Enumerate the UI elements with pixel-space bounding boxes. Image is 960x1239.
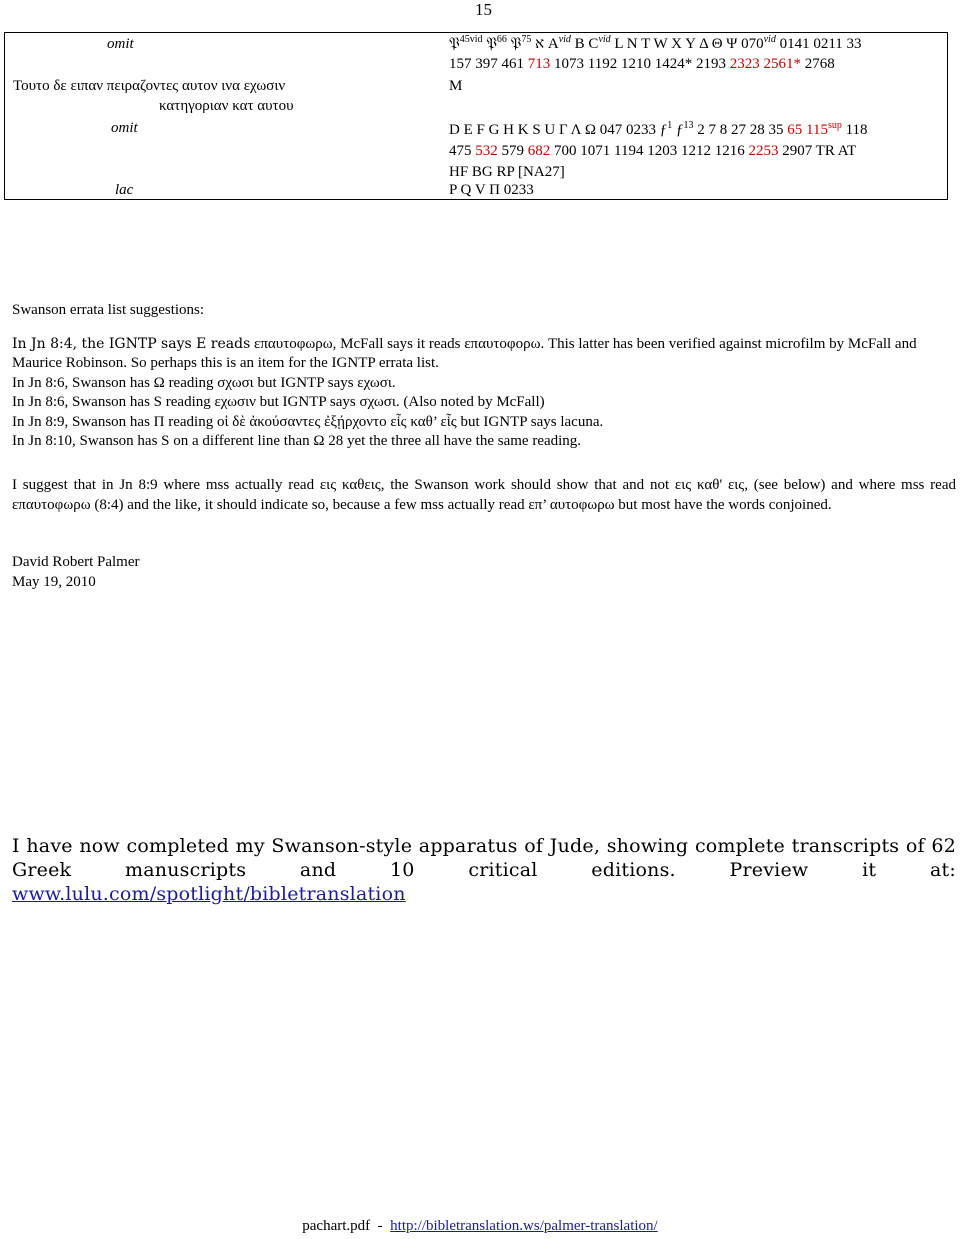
page-number: 15 <box>475 0 492 19</box>
witness-line2-part: 713 <box>527 56 551 72</box>
witness-line2-part: 2907 TR AT <box>778 143 857 159</box>
promo-text: I have now completed my Swanson-style apparatus of Jude, showing complete transcripts of 62 Greek manuscripts and 10 critical editions. Preview it at: <box>12 835 956 881</box>
witness-line1-part: 65 115 <box>787 122 828 138</box>
errata-item-3: In Jn 8:6, Swanson has S reading εχωσιν but IGNTP says σχωσι. (Also noted by McFall) <box>12 394 545 410</box>
witness-line1-part: B C <box>570 36 599 52</box>
witness-line1-part: 𝔓 <box>449 36 460 52</box>
witness-line2-part: 579 <box>497 143 528 159</box>
witness-line1-part: 𝔓 <box>506 36 522 52</box>
row-label: omit <box>111 120 138 136</box>
errata-item-1-prefix: In Jn 8:4, the IGNTP says E reads <box>12 335 251 352</box>
witness-line2-part: 1073 1192 1210 1424* 2193 <box>550 56 730 72</box>
witness-line2-part: 682 <box>527 143 551 159</box>
witness-line1-part: 118 <box>841 122 868 138</box>
row-label: omit <box>107 36 134 52</box>
footer-link[interactable]: http://bibletranslation.ws/palmer-translation/ <box>390 1218 658 1234</box>
witness-line1-part: א A <box>531 36 559 52</box>
row-label: lac <box>115 182 134 198</box>
errata-item-1-text: επαυτοφωρω, McFall says it reads επαυτοφορω. This latter has been verified against microfilm by McFall and Maurice Robinson. So perhaps this is an item for the IGNTP errata list. <box>12 335 917 371</box>
errata-item-2: In Jn 8:6, Swanson has Ω reading σχωσι but IGNTP says εχωσι. <box>12 374 396 391</box>
errata-item-5: In Jn 8:10, Swanson has S on a different line than Ω 28 yet the three all have the same reading. <box>12 433 582 449</box>
witness-list: M <box>449 78 463 94</box>
witness-line1-part: vid <box>598 34 611 45</box>
errata-item-4: In Jn 8:9, Swanson has Π reading οἱ δὲ ἀκούσαντες ἐξῄρχοντο εἷς καθ’ εἷς but IGNTP says lacuna. <box>12 413 604 430</box>
signature-date: May 19, 2010 <box>12 573 96 590</box>
witness-line1-part: L N T W X Y Δ Θ Ψ 070 <box>610 36 764 52</box>
witness-list <box>449 120 939 183</box>
witness-line2-part: 532 <box>475 143 498 159</box>
errata-heading: Swanson errata list suggestions: <box>12 302 205 318</box>
witness-line2-part: 2768 <box>800 56 835 72</box>
errata-item-1 <box>12 335 956 374</box>
witness-line1-part: 2 7 8 27 28 35 <box>693 122 788 138</box>
lulu-link[interactable]: www.lulu.com/spotlight/bibletranslation <box>12 883 406 905</box>
witness-line1-part: 45vid <box>459 34 483 45</box>
page-footer <box>0 1218 960 1235</box>
witness-line1-part: 0141 0211 33 <box>775 36 862 52</box>
witness-line2-part: 2253 <box>748 143 779 159</box>
reading-text-line2: κατηγοριαν κατ αυτου <box>159 98 294 114</box>
apparatus-table <box>4 32 948 200</box>
witness-line1-part: D E F G H K S U Γ Λ Ω 047 0233 ƒ <box>449 122 668 138</box>
witness-line1-part: 𝔓 <box>482 36 497 52</box>
author-name: David Robert Palmer <box>12 554 140 570</box>
witness-line1-part: 1 <box>667 120 673 131</box>
witness-line1-part: ƒ <box>672 122 684 138</box>
witness-line3: HF BG RP [NA27] <box>449 164 565 180</box>
footer-filename: pachart.pdf - <box>302 1218 391 1234</box>
witness-line2-part: 475 <box>449 143 476 159</box>
witness-line1-part: vid <box>763 34 776 45</box>
signature <box>12 553 139 592</box>
suggestion-paragraph: I suggest that in Jn 8:9 where mss actually read εις καθεις, the Swanson work should show that and not εις καθ' εις, (see below) and where mss read επαυτοφωρω (8:4) and the like, it should indicate so, because a few mss actually read επ’ αυτοφωρω but most have the words conjoined. <box>12 477 956 513</box>
witness-line2-part: 700 1071 1194 1203 1212 1216 <box>550 143 749 159</box>
witness-list <box>449 34 939 74</box>
reading-text-line1: Τουτο δε ειπαν πειραζοντες αυτον ινα εχωσιν <box>13 78 286 94</box>
witness-line1-part: vid <box>558 34 571 45</box>
witness-line1-part: 66 <box>496 34 507 45</box>
witness-line2-part: 157 397 461 <box>449 56 528 72</box>
witness-line1-part: 13 <box>683 120 694 131</box>
witness-line1-part: 75 <box>521 34 532 45</box>
witness-line1-part: sup <box>827 120 842 131</box>
witness-line2-part: 2323 2561* <box>729 56 801 72</box>
promo-paragraph <box>12 834 956 906</box>
witness-list: P Q V Π 0233 <box>449 182 534 198</box>
errata-section <box>12 301 956 452</box>
